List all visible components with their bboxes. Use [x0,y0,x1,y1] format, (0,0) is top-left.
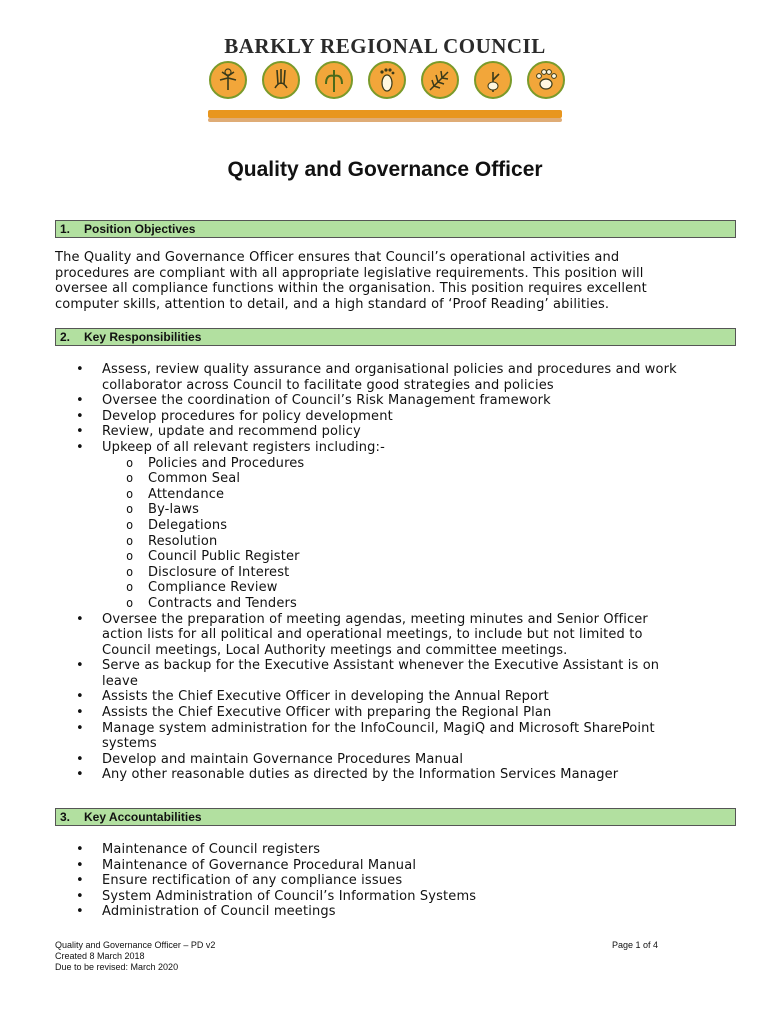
grass-tree-icon [261,60,301,100]
footer-page-number: Page 1 of 4 [612,940,659,950]
responsibilities-list [55,362,735,783]
sub-list-item: o Council Public Register [126,549,300,565]
list-item: • Oversee the preparation of meeting agendas, meeting minutes and Senior Officer action lists for all political and operational meetings, to include but not limited to Council meetings, Local Authority meetings and committee meetings. [76,611,648,658]
bullet-icon: • [76,689,84,705]
list-item: • Any other reasonable duties as directed by the Information Services Manager [76,767,619,783]
paragraph-line: The Quality and Governance Officer ensures that Council’s operational activities and [55,250,620,265]
bullet-icon: • [76,904,84,920]
sub-bullet-icon: o [126,502,134,517]
bullet-icon: • [76,751,84,767]
document-title: Quality and Governance Officer [227,158,543,181]
section-number: 2. [60,330,71,344]
section-header-key-responsibilities [55,328,736,346]
list-item: • Administration of Council meetings [76,904,336,920]
sub-bullet-icon: o [126,486,134,501]
list-item: • Assists the Chief Executive Officer with preparing the Regional Plan [76,705,552,721]
list-item: • Serve as backup for the Executive Assistant whenever the Executive Assistant is on leave [76,658,660,689]
bullet-icon: • [76,439,84,455]
bullet-icon: • [76,873,84,889]
logo-icon-row [208,60,562,104]
list-item: • Develop and maintain Governance Procedures Manual [76,751,464,767]
list-item: • System Administration of Council’s Information Systems [76,888,477,904]
sub-list-item: o Compliance Review [126,580,278,596]
list-item: • Maintenance of Governance Procedural Manual [76,857,417,873]
list-item: • Manage system administration for the InfoCouncil, MagiQ and Microsoft SharePoint systems [76,720,655,752]
paragraph-line: computer skills, attention to detail, and a high standard of ‘Proof Reading’ abilities. [55,296,610,312]
section-title: Key Accountabilities [84,810,202,824]
accountabilities-list [55,842,735,920]
sub-list-item: o Delegations [126,517,228,533]
bullet-icon: • [76,720,84,736]
sub-list-item: o Common Seal [126,471,241,487]
section-title: Key Responsibilities [84,330,202,344]
registers-sublist [102,456,735,612]
paw-icon [526,60,566,100]
bullet-icon: • [76,408,84,424]
paragraph-line: procedures are compliant with all appropriate legislative requirements. This position will [55,265,644,281]
sub-bullet-icon: o [126,455,134,470]
bullet-icon: • [76,705,84,721]
list-item: • Upkeep of all relevant registers including:- o Policies and Procedures o Common Seal o Attendance o By-laws o Delegations o Resolution o Council Public Register o Disclosure of Interest o Compliance Review o Contracts and Tenders [55,440,735,612]
logo-bar-shadow [208,118,562,122]
section-header-key-accountabilities [55,808,736,826]
sub-list-item: o Contracts and Tenders [126,595,297,611]
section-number: 1. [60,222,71,236]
bullet-icon: • [76,767,84,783]
list-item: • Review, update and recommend policy [76,424,361,440]
bullet-icon: • [76,842,84,857]
list-item: • Oversee the coordination of Council’s Risk Management framework [76,393,551,409]
sub-bullet-icon: o [126,517,134,532]
bullet-icon: • [76,658,84,674]
bullet-icon: • [76,393,84,409]
bullet-icon: • [76,888,84,904]
footer-doc-name: Quality and Governance Officer – PD v2 [55,940,216,950]
list-item: • Assists the Chief Executive Officer in developing the Annual Report [76,689,549,705]
list-item: • Maintenance of Council registers [76,842,321,857]
sub-bullet-icon: o [126,533,134,548]
footprint-icon [367,60,407,100]
list-item: • Ensure rectification of any compliance issues [76,873,403,889]
sub-bullet-icon: o [126,580,134,595]
logo-orange-bar [208,110,562,118]
sub-bullet-icon: o [126,471,134,486]
sub-list-item: o Disclosure of Interest [126,564,290,580]
council-logo [200,34,570,126]
bullet-icon: • [76,424,84,440]
footer-document-info [55,940,215,973]
fern-icon [420,60,460,100]
footer-revised: Due to be revised: March 2020 [55,962,179,972]
list-item: • Assess, review quality assurance and organisational policies and procedures and work collaborator across Council to facilitate good strategies and policies [76,362,677,393]
sub-list-item: o By-laws [126,502,200,518]
footer-created: Created 8 March 2018 [55,951,145,961]
bullet-icon: • [76,362,84,377]
sub-list-item: o Resolution [126,533,218,549]
section-header-position-objectives [55,220,736,238]
flower-icon [208,60,248,100]
sub-list-item: o Policies and Procedures [126,455,305,471]
objectives-paragraph [55,250,735,312]
sub-bullet-icon: o [126,564,134,579]
section-title: Position Objectives [84,222,196,236]
list-item: • Develop procedures for policy development [76,408,393,424]
sub-list-item: o Attendance [126,486,225,502]
org-name: BARKLY REGIONAL COUNCIL [224,34,546,58]
sub-bullet-icon: o [126,595,134,610]
bullet-icon: • [76,611,84,627]
paragraph-line: oversee all compliance functions within the organisation. This position requires excellent [55,281,647,297]
sub-bullet-icon: o [126,549,134,564]
bullet-icon: • [76,857,84,873]
leaf-icon [314,60,354,100]
plant-icon [473,60,513,100]
section-number: 3. [60,810,71,824]
